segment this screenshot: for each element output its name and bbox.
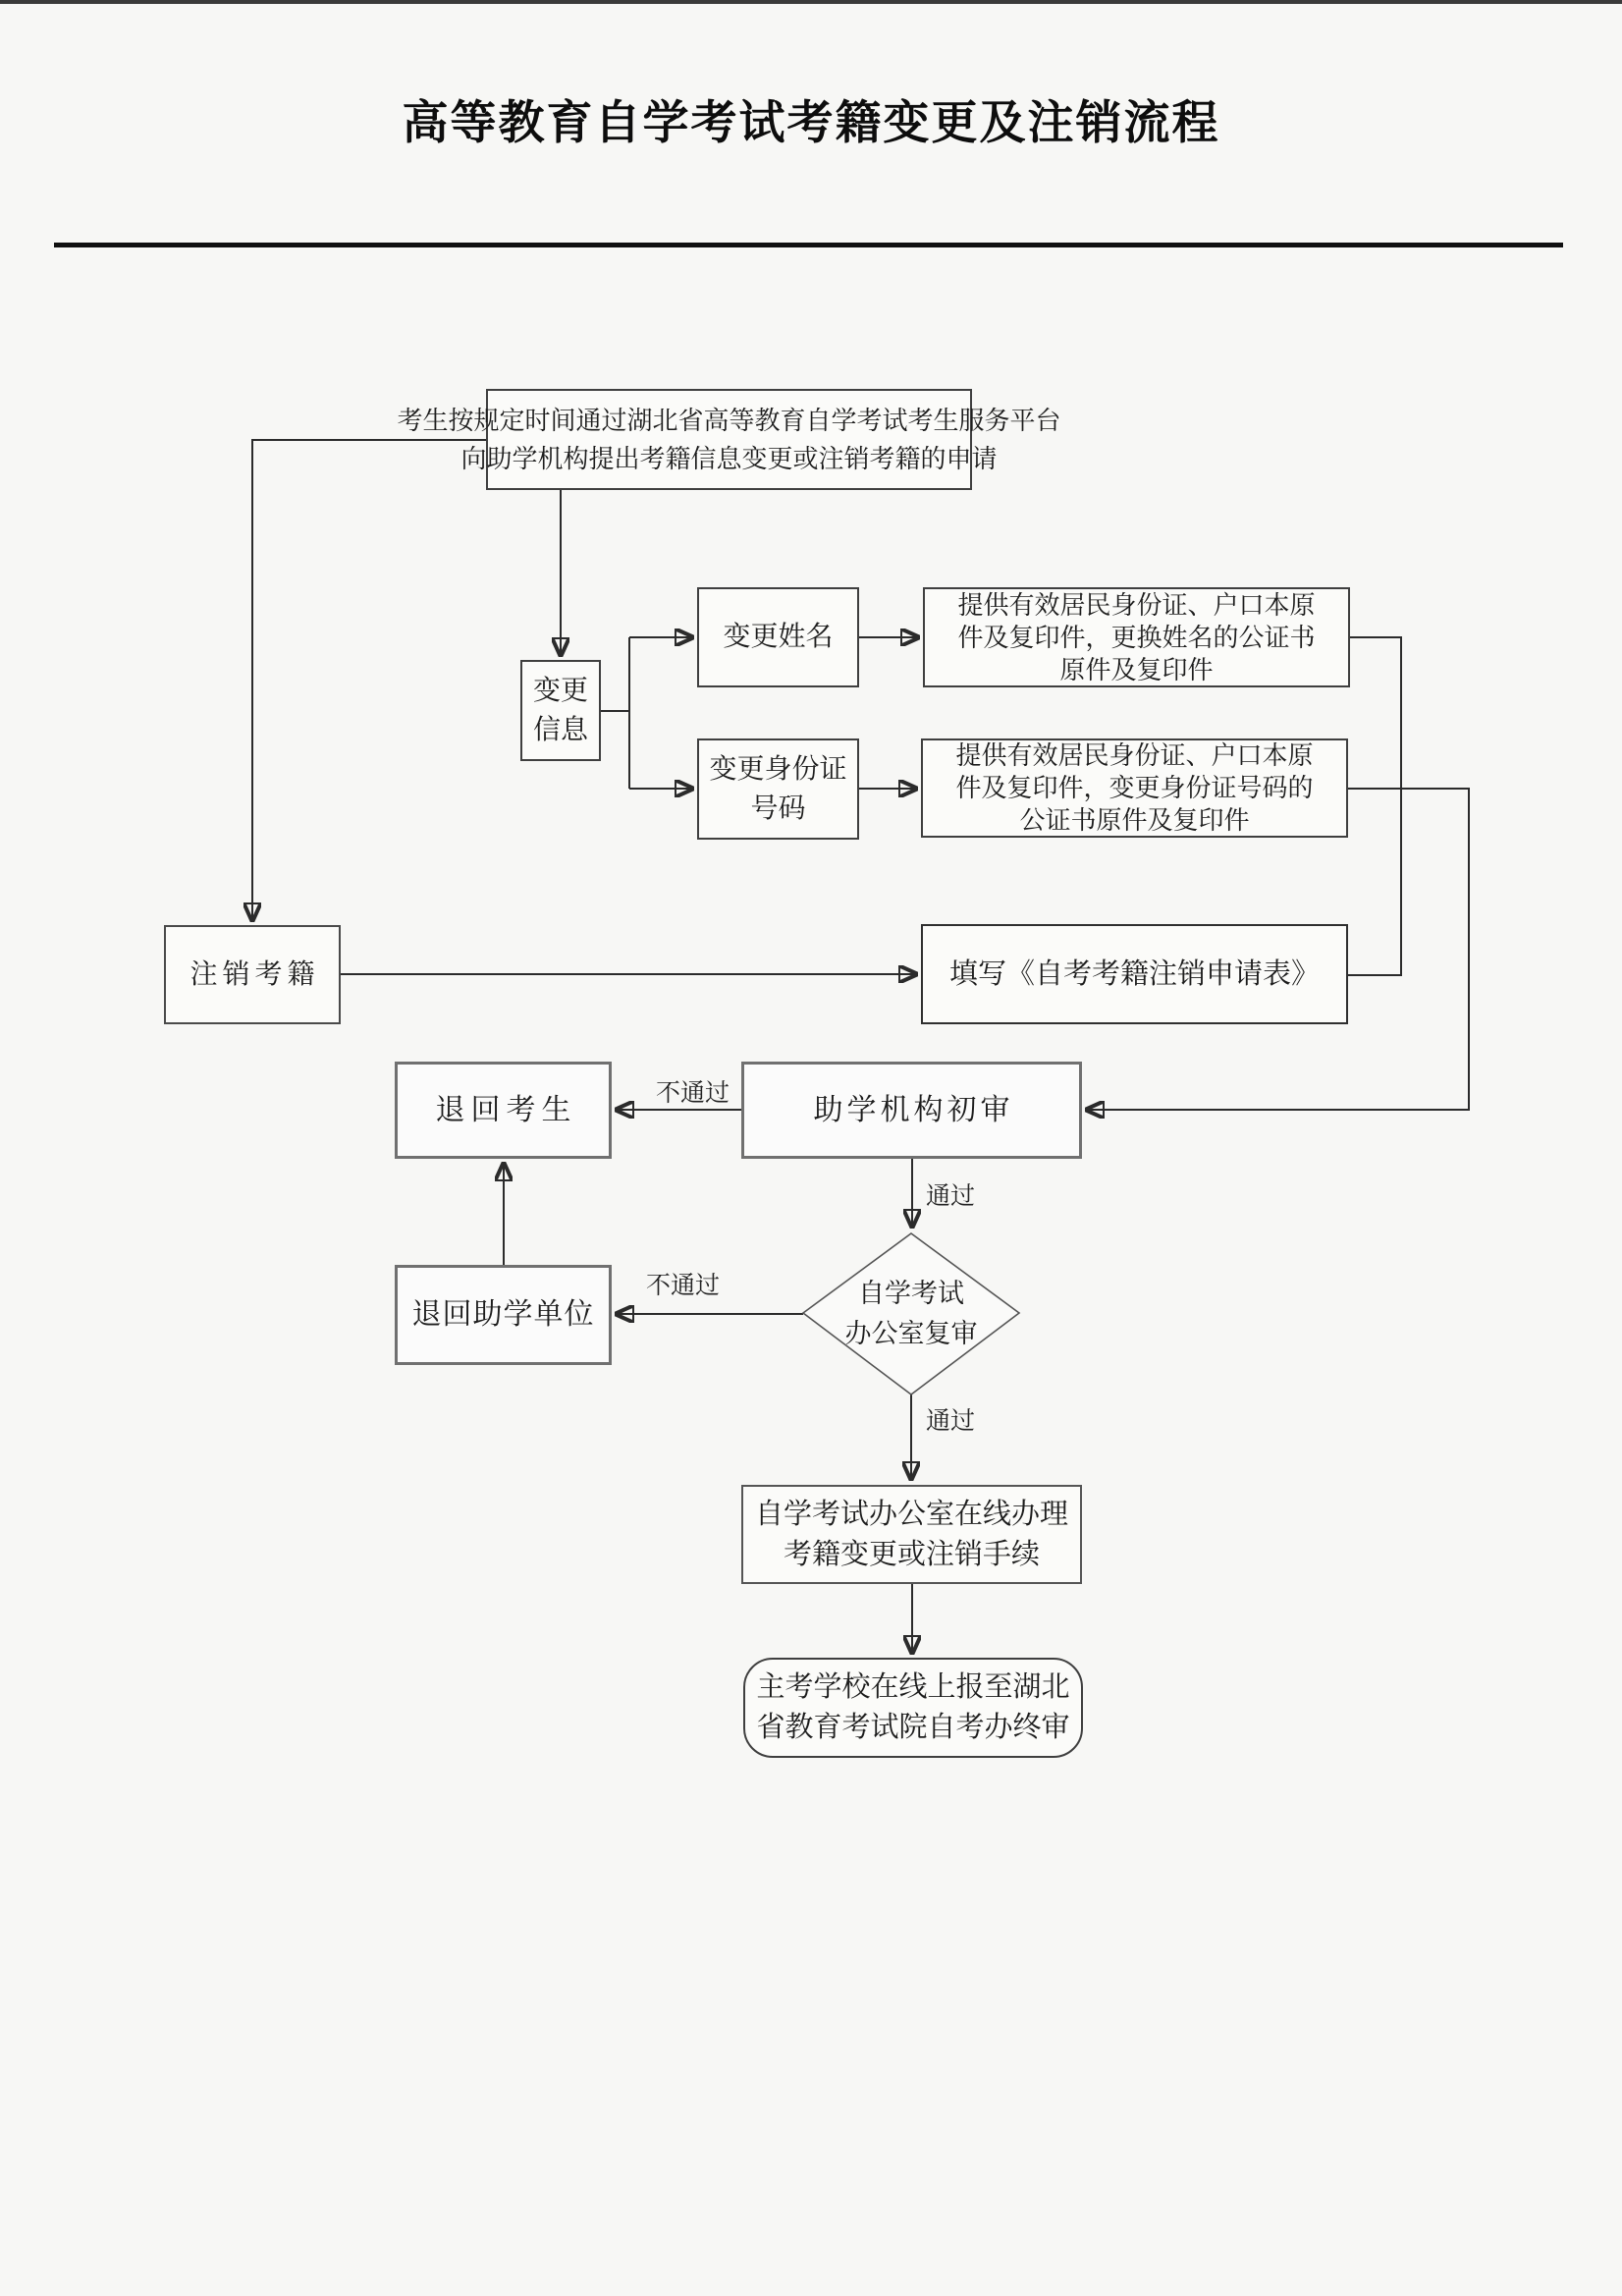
page-title: 高等教育自学考试考籍变更及注销流程 — [402, 98, 1220, 149]
return-candidate-label: 退回考生 — [435, 1093, 577, 1126]
fail-label-second-review: 不通过 — [646, 1273, 721, 1299]
change-info-line2: 信息 — [532, 714, 588, 745]
docs-id-line3: 公证书原件及复印件 — [1019, 806, 1250, 835]
final-review-line2: 省教育考试院自考办终审 — [756, 1712, 1070, 1743]
final-review-line1: 主考学校在线上报至湖北 — [756, 1671, 1070, 1703]
pass-label-second-review: 通过 — [926, 1408, 976, 1435]
docs-id-box — [921, 738, 1348, 838]
apply-line2: 向助学机构提出考籍信息变更或注销考籍的申请 — [460, 444, 998, 473]
edge-docsname-fillform — [1348, 637, 1401, 975]
change-info-line1: 变更 — [532, 675, 588, 706]
first-review-label: 助学机构初审 — [813, 1093, 1014, 1126]
cancel-label: 注销考籍 — [189, 958, 320, 990]
change-name-label: 变更姓名 — [723, 622, 834, 652]
second-review-line2: 办公室复审 — [844, 1319, 978, 1348]
docs-id-line2: 件及复印件，变更身份证号码的 — [955, 774, 1314, 802]
change-info-box — [520, 660, 601, 761]
docs-name-line3: 原件及复印件 — [1059, 655, 1214, 684]
fill-form-box — [921, 924, 1348, 1024]
change-id-line1: 变更身份证 — [709, 753, 847, 785]
final-review-box — [743, 1658, 1083, 1758]
first-review-box — [741, 1062, 1082, 1159]
docs-id-line1: 提供有效居民身份证、户口本原 — [955, 741, 1314, 770]
return-candidate-box — [395, 1062, 612, 1159]
docs-name-box — [923, 587, 1350, 687]
docs-name-line2: 件及复印件，更换姓名的公证书 — [957, 623, 1316, 652]
edge-apply-cancel — [252, 440, 486, 921]
change-id-box — [697, 738, 859, 840]
fail-label-first-review: 不通过 — [656, 1080, 730, 1107]
pass-label-first-review: 通过 — [926, 1183, 976, 1210]
return-org-box — [395, 1265, 612, 1365]
return-org-label: 退回助学单位 — [411, 1298, 595, 1331]
online-process-line1: 自学考试办公室在线办理 — [754, 1498, 1068, 1530]
cancel-box — [164, 925, 341, 1024]
second-review-diamond — [803, 1257, 1019, 1371]
online-process-line2: 考籍变更或注销手续 — [783, 1538, 1040, 1570]
docs-name-line1: 提供有效居民身份证、户口本原 — [957, 590, 1316, 620]
fill-form-label: 填写《自考考籍注销申请表》 — [948, 958, 1320, 990]
change-name-box — [697, 587, 859, 687]
apply-box — [397, 389, 1061, 490]
apply-line1: 考生按规定时间通过湖北省高等教育自学考试考生服务平台 — [397, 406, 1061, 435]
change-id-line2: 号码 — [750, 793, 806, 824]
online-process-box — [741, 1485, 1082, 1584]
second-review-line1: 自学考试 — [858, 1279, 964, 1308]
